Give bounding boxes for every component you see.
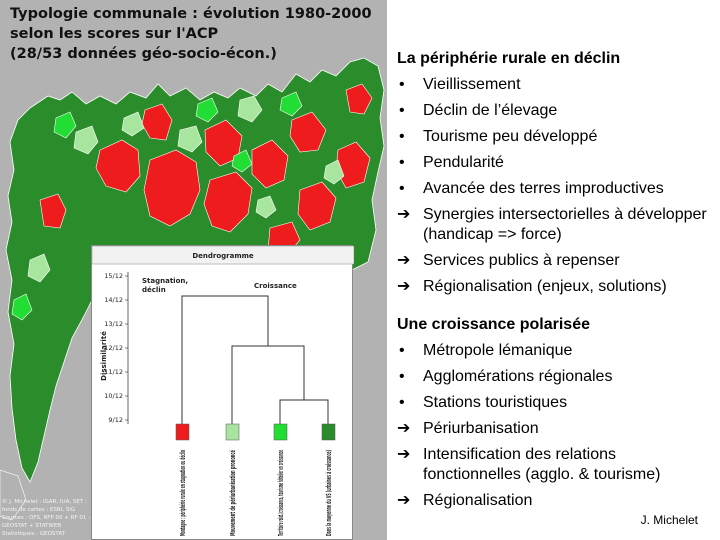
bullet-marker: • (399, 368, 405, 385)
dendrogram-chart (92, 246, 354, 540)
arrow-right-icon: ➔ (397, 446, 411, 463)
section-heading-growth: Une croissance polarisée (397, 316, 590, 333)
y-axis-label: Dissimilarité (100, 331, 108, 381)
y-tick-label: 14/12 (104, 296, 123, 304)
list-item-text: Avancée des terres improductives (423, 180, 664, 197)
list-item-text: Métropole lémanique (423, 342, 573, 359)
branch-growth (232, 346, 304, 426)
dendrogram-panel (91, 245, 353, 540)
list-item (397, 390, 717, 416)
branch-root (182, 296, 268, 426)
list-item-arrow (397, 202, 717, 248)
list-item-text: Agglomérations régionales (423, 368, 613, 385)
list-item (397, 364, 717, 390)
bullet-marker: • (399, 76, 405, 93)
cluster-label-growth: Croissance (254, 282, 297, 290)
y-tick-label: 13/12 (104, 320, 123, 328)
map-credits (2, 498, 92, 538)
arrow-right-icon: ➔ (397, 420, 411, 437)
group-swatch-tourism (274, 424, 287, 440)
author-credit: J. Michelet (640, 513, 698, 527)
bullet-marker: • (399, 342, 405, 359)
bullet-marker: • (399, 128, 405, 145)
credit-line: Sources : OFS, RFP 00 + RF 01 - GEOSTAT + STATWEB (2, 515, 91, 529)
list-item-text: Régionalisation (423, 492, 533, 509)
list-item (397, 338, 717, 364)
text-column (397, 46, 717, 514)
list-item-text: Stations touristiques (423, 394, 568, 411)
dendrogram-branches (182, 296, 328, 426)
y-tick-label: 9/12 (108, 416, 123, 424)
list-item-text: Intensification des relations fonctionnelles (agglo. & tourisme) (423, 446, 661, 483)
y-tick-label: 12/12 (104, 344, 123, 352)
list-item-arrow (397, 442, 717, 488)
group-label (179, 450, 187, 536)
list-item (397, 150, 717, 176)
list-item-text: Pendularité (423, 154, 504, 171)
map-title-line: selon les scores sur l'ACP (10, 26, 219, 42)
list-item-arrow (397, 248, 717, 274)
group-swatch-periurban (226, 424, 239, 440)
cluster-label-decline: déclin (142, 286, 166, 294)
list-item-text: Vieillissement (423, 76, 521, 93)
list-item-text: Synergies intersectorielles à développer (handicap => force) (423, 206, 707, 243)
y-tick-label: 10/12 (104, 392, 123, 400)
y-ticks (104, 272, 128, 424)
list-item-arrow (397, 416, 717, 442)
list-item-text: Régionalisation (enjeux, solutions) (423, 278, 667, 295)
list-item (397, 124, 717, 150)
list-item-text: Déclin de l’élevage (423, 102, 558, 119)
list-item-text: Périurbanisation (423, 420, 539, 437)
map-title-line: (28/53 données géo-socio-écon.) (10, 46, 277, 62)
y-tick-label: 15/12 (104, 272, 123, 280)
dendrogram-title: Dendrogramme (192, 252, 254, 260)
group-swatch-average (322, 424, 335, 440)
arrow-right-icon: ➔ (397, 278, 411, 295)
group-label: Dans la moyenne du VS (urbaines à croissance) (325, 348, 333, 536)
credit-line: Statistiques : GEOSTAT (2, 531, 66, 537)
list-item-arrow (397, 274, 717, 300)
cluster-label-stagnation: Stagnation, (142, 277, 189, 285)
map-title-line: Typologie communale : évolution 1980-2000 (10, 6, 372, 22)
group-swatch-decline (176, 424, 189, 440)
bullet-marker: • (399, 180, 405, 197)
list-item-text: Tourisme peu développé (423, 128, 598, 145)
arrow-right-icon: ➔ (397, 252, 411, 269)
list-item-text: Services publics à repenser (423, 252, 620, 269)
arrow-right-icon: ➔ (397, 492, 411, 509)
branch-sub (280, 400, 328, 426)
list-item-arrow (397, 488, 717, 514)
list-item (397, 72, 717, 98)
section-heading-decline: La périphérie rurale en déclin (397, 50, 621, 67)
group-label: Mouvement de périurbanisation prononcé (229, 369, 237, 536)
y-tick-label: 11/12 (104, 368, 123, 376)
credit-line: © J. Michelet : IGAR, IUA, SET : fonds de cartes : ESRI, SIG (2, 499, 87, 513)
bullet-marker: • (399, 154, 405, 171)
list-item (397, 176, 717, 202)
map-title (10, 4, 380, 64)
bullet-marker: • (399, 102, 405, 119)
list-item (397, 98, 717, 124)
arrow-right-icon: ➔ (397, 206, 411, 223)
section-gap (397, 300, 717, 312)
group-label: Territoire relat./croissance, tourisme hôtelier en croissance (277, 301, 285, 536)
bullet-marker: • (399, 394, 405, 411)
